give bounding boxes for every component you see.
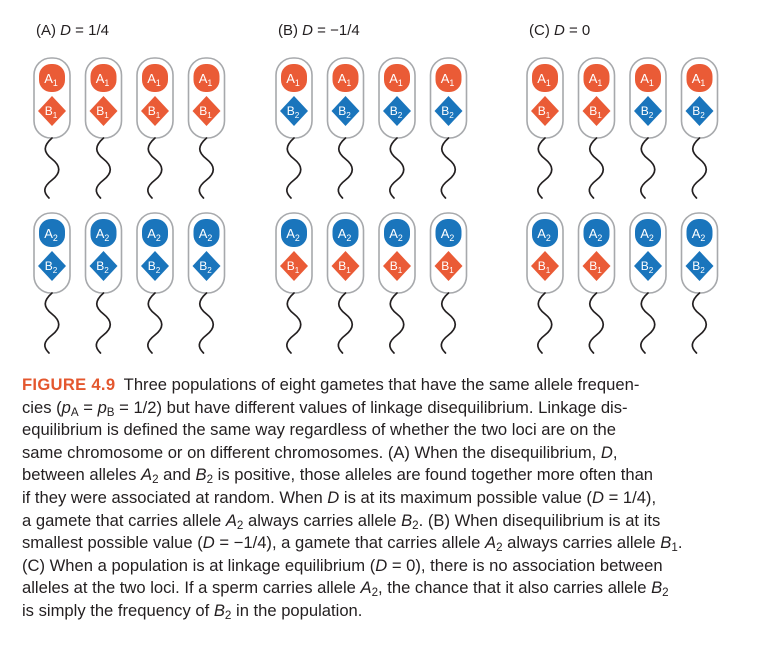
allele-b-label: $B_2$: [389, 104, 403, 120]
allele-a-label: $A_1$: [440, 71, 455, 88]
flagellum-tail: [641, 293, 655, 353]
gamete: [137, 58, 173, 198]
gamete: [682, 213, 718, 353]
gamete: [86, 58, 122, 198]
allele-a-label: $A_1$: [147, 71, 161, 88]
flagellum-tail: [441, 138, 455, 198]
gamete: [34, 58, 70, 198]
gamete: [630, 213, 666, 353]
flagellum-tail: [45, 293, 59, 353]
allele-b-label: $B_1$: [147, 104, 161, 120]
allele-b-label: $B_1$: [286, 259, 300, 275]
allele-a-label: $A_2$: [198, 226, 213, 243]
gamete: [189, 213, 225, 353]
allele-b-label: $B_2$: [286, 104, 300, 120]
allele-b-label: $B_2$: [147, 259, 161, 275]
allele-a-label: $A_2$: [537, 226, 551, 243]
allele-b-label: $B_2$: [692, 259, 705, 275]
gamete: [276, 58, 312, 198]
flagellum-tail: [390, 138, 404, 198]
flagellum-tail: [692, 293, 706, 353]
allele-a-label: $A_1$: [588, 71, 603, 88]
allele-a-label: $A_1$: [640, 71, 654, 88]
flagellum-tail: [148, 293, 162, 353]
allele-a-label: $A_1$: [95, 71, 110, 88]
flagellum-tail: [96, 138, 110, 198]
allele-a-label: $A_2$: [640, 226, 654, 243]
flagellum-tail: [199, 138, 213, 198]
gamete: [379, 58, 415, 198]
flagellum-tail: [148, 138, 162, 198]
gamete: [189, 58, 225, 198]
allele-a-label: $A_2$: [588, 226, 603, 243]
flagellum-tail: [390, 293, 404, 353]
flagellum-tail: [287, 138, 301, 198]
allele-a-label: $A_1$: [44, 71, 58, 88]
allele-a-label: $A_2$: [691, 226, 706, 243]
allele-b-label: $B_2$: [199, 259, 212, 275]
allele-b-label: $B_2$: [96, 259, 109, 275]
flagellum-tail: [538, 293, 552, 353]
allele-b-label: $B_1$: [441, 259, 454, 275]
gamete: [328, 213, 364, 353]
allele-a-label: $A_2$: [286, 226, 300, 243]
allele-b-label: $B_1$: [589, 104, 602, 120]
gamete: [328, 58, 364, 198]
allele-b-label: $B_1$: [44, 104, 58, 120]
figure-caption: [22, 374, 748, 623]
allele-b-label: $B_1$: [589, 259, 602, 275]
allele-b-label: $B_2$: [692, 104, 705, 120]
flagellum-tail: [538, 138, 552, 198]
flagellum-tail: [338, 293, 352, 353]
allele-b-label: $B_2$: [640, 259, 654, 275]
panel-title: (A) D = 1/4: [36, 22, 109, 39]
allele-b-label: $B_1$: [537, 259, 551, 275]
allele-a-label: $A_1$: [337, 71, 352, 88]
flagellum-tail: [589, 293, 603, 353]
gamete: [431, 58, 467, 198]
allele-a-label: $A_2$: [95, 226, 110, 243]
allele-a-label: $A_2$: [389, 226, 403, 243]
gamete: [682, 58, 718, 198]
flagellum-tail: [287, 293, 301, 353]
gamete: [579, 213, 615, 353]
figure-label: FIGURE 4.9: [22, 375, 116, 394]
gamete: [276, 213, 312, 353]
gamete: [137, 213, 173, 353]
flagellum-tail: [96, 293, 110, 353]
allele-a-label: $A_1$: [286, 71, 300, 88]
allele-a-label: $A_2$: [440, 226, 455, 243]
gamete: [527, 213, 563, 353]
allele-a-label: $A_1$: [389, 71, 403, 88]
gamete: [34, 213, 70, 353]
panel-title: (C) D = 0: [529, 22, 591, 39]
allele-a-label: $A_1$: [691, 71, 706, 88]
flagellum-tail: [199, 293, 213, 353]
allele-b-label: $B_1$: [96, 104, 109, 120]
allele-a-label: $A_1$: [198, 71, 213, 88]
allele-a-label: $A_1$: [537, 71, 551, 88]
flagellum-tail: [589, 138, 603, 198]
allele-a-label: $A_2$: [44, 226, 58, 243]
allele-b-label: $B_1$: [389, 259, 403, 275]
allele-b-label: $B_1$: [537, 104, 551, 120]
allele-a-label: $A_2$: [147, 226, 161, 243]
caption-text: FIGURE 4.9 Three populations of eight gametes that have the same allele frequen- cies $(p_A = p_B = 1/2)$ but have different values of linkage disequilibrium. Linkage dis- equilibrium is defined the same way regardless of whether the two loci are on the same chromosome or on different chromosomes. (A) When the disequilibrium, D, between alleles $A_2$ and $B_2$ is positive, those alleles are found together more often than if they were associated at random. When D is at its maximum possible value (D = 1/4), a gamete that carries allele $A_2$ always carries allele $B_2$. (B) When disequilibrium is at its smallest possible value (D = −1/4), a gamete that carries allele $A_2$ always carries allele $B_1$. (C) When a population is at linkage equilibrium (D = 0), there is no association between alleles at the two loci. If a sperm carries allele $A_2$, the chance that it also carries allele $B_2$ is simply the frequency of $B_2$ in the population.: [22, 375, 683, 622]
flagellum-tail: [692, 138, 706, 198]
gamete: [527, 58, 563, 198]
gamete: [630, 58, 666, 198]
allele-b-label: $B_2$: [441, 104, 454, 120]
flagellum-tail: [45, 138, 59, 198]
allele-b-label: $B_1$: [199, 104, 212, 120]
gamete: [86, 213, 122, 353]
allele-b-label: $B_2$: [640, 104, 654, 120]
flagellum-tail: [441, 293, 455, 353]
allele-b-label: $B_2$: [44, 259, 58, 275]
allele-b-label: $B_1$: [338, 259, 351, 275]
gamete: [579, 58, 615, 198]
gamete: [379, 213, 415, 353]
flagellum-tail: [641, 138, 655, 198]
allele-b-label: $B_2$: [338, 104, 351, 120]
panel-title: (B) D = −1/4: [278, 22, 360, 39]
allele-a-label: $A_2$: [337, 226, 352, 243]
flagellum-tail: [338, 138, 352, 198]
gamete: [431, 213, 467, 353]
